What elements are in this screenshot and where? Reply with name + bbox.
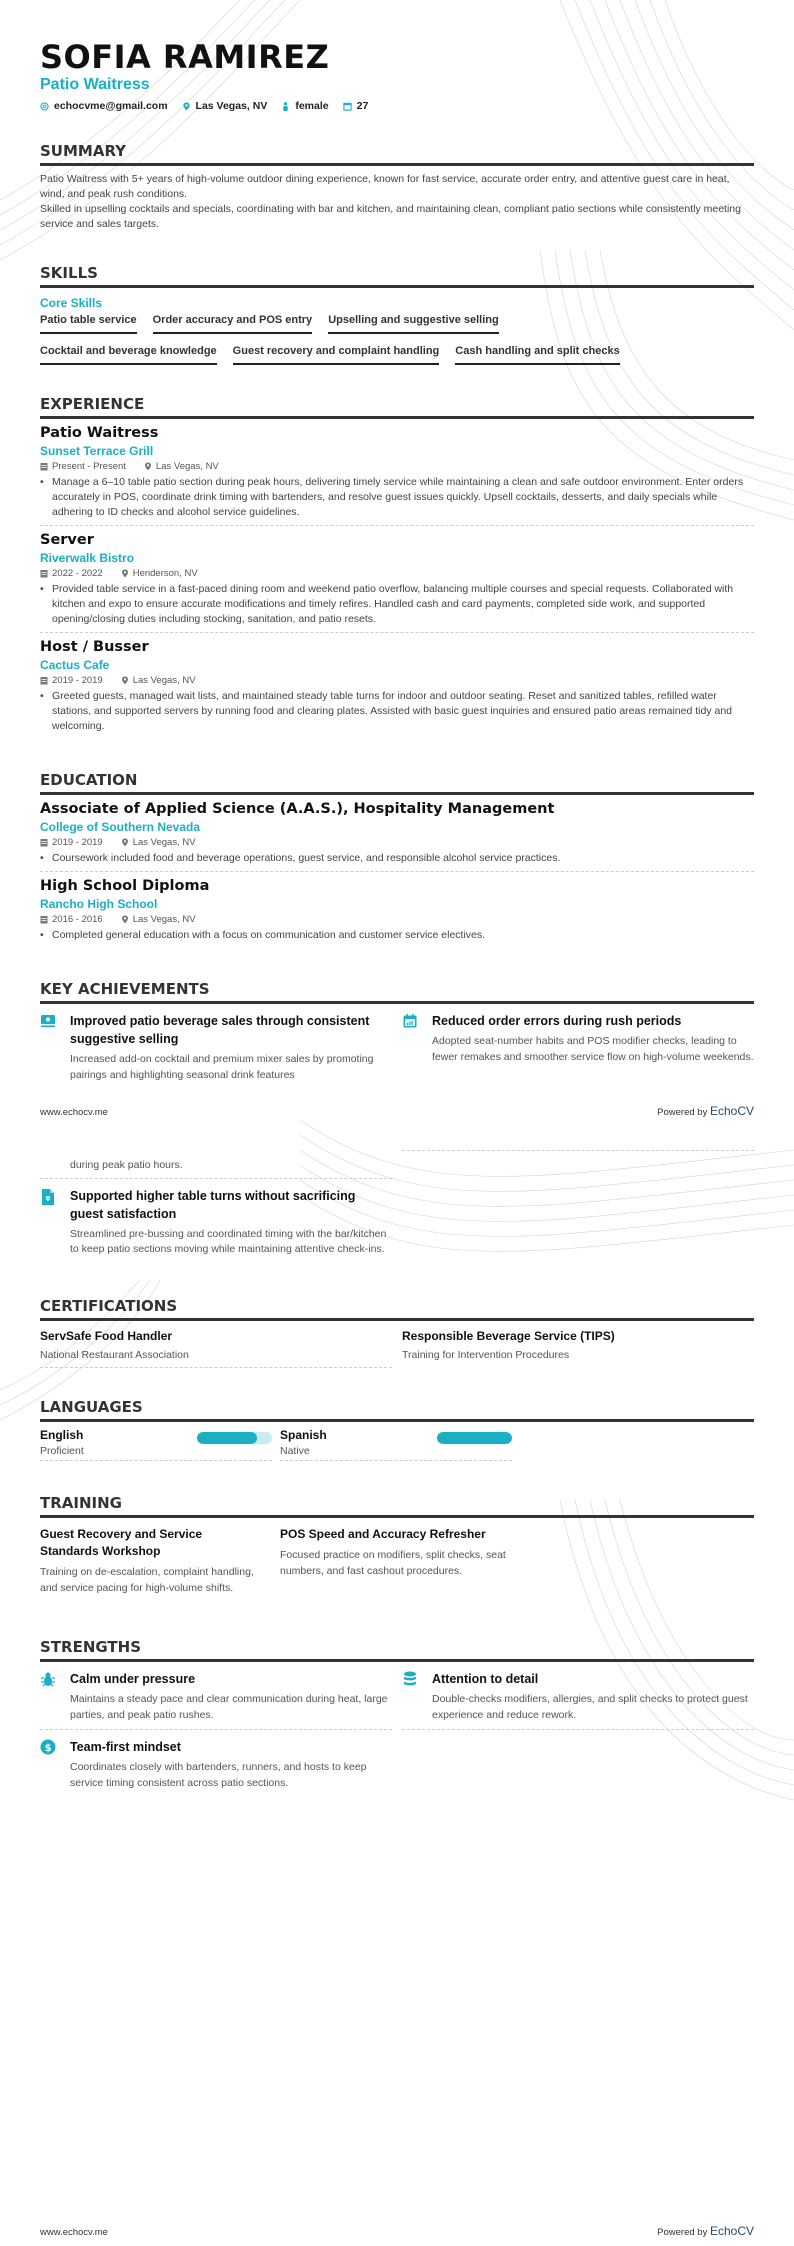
strength-desc: Double-checks modifiers, allergies, and split checks to protect guest experience and reduce rework. — [432, 1693, 748, 1721]
footer-powered-by: Powered by EchoCV — [657, 2224, 754, 2238]
education-location: Las Vegas, NV — [121, 914, 196, 925]
section-title-training: TRAINING — [40, 1494, 754, 1518]
section-title-skills: SKILLS — [40, 264, 754, 288]
contact-location: Las Vegas, NV — [182, 100, 268, 112]
degree: High School Diploma — [40, 878, 210, 894]
bug-icon — [40, 1671, 56, 1687]
achievement-desc: Streamlined pre-bussing and coordinated timing with the bar/kitchen to keep patio sections moving while maintaining attentive check-ins. — [70, 1227, 387, 1255]
school: College of Southern Nevada — [40, 820, 201, 834]
page-footer — [40, 2224, 754, 2238]
calendar-icon — [343, 102, 352, 111]
language-level: Native — [280, 1445, 310, 1457]
skills-row — [40, 345, 754, 365]
skill-tag: Patio table service — [40, 314, 137, 334]
section-title-summary: SUMMARY — [40, 142, 754, 166]
strength-title: Calm under pressure — [70, 1672, 196, 1686]
database-icon — [402, 1671, 418, 1687]
job-bullet: • Manage a 6–10 table patio section during peak hours, delivering timely service while maintaining a clean and safe outdoor environment. Enter orders accurately in POS, coordinate drink timing with bartenders, and resolve guest issues quickly. Upsell cocktails, desserts, and daily specials while adhering to ID checks and alcohol service guidelines. — [40, 476, 744, 518]
location-pin-icon — [121, 915, 129, 924]
job-location: Las Vegas, NV — [121, 675, 196, 686]
section-title-experience: EXPERIENCE — [40, 395, 754, 419]
training-title: POS Speed and Accuracy Refresher — [280, 1527, 486, 1541]
job-dates: 2022 - 2022 — [40, 568, 103, 579]
location-pin-icon — [144, 462, 152, 471]
job-company: Sunset Terrace Grill — [40, 444, 154, 458]
training-section — [40, 1494, 754, 1596]
location-pin-icon — [121, 838, 129, 847]
job-company: Riverwalk Bistro — [40, 551, 135, 565]
skill-tag: Upselling and suggestive selling — [328, 314, 499, 334]
calendar-icon — [40, 838, 48, 847]
language-name: English — [40, 1428, 84, 1442]
language-name: Spanish — [280, 1428, 327, 1442]
language-item — [280, 1422, 512, 1461]
section-title-languages: LANGUAGES — [40, 1398, 754, 1422]
degree: Associate of Applied Science (A.A.S.), Hospitality Management — [40, 801, 555, 817]
achievement-title: Reduced order errors during rush periods — [432, 1014, 682, 1028]
strengths-section — [40, 1638, 754, 1797]
achievement-item — [40, 1179, 392, 1264]
certification-name: ServSafe Food Handler — [40, 1329, 173, 1343]
svg-text:$: $ — [44, 1743, 52, 1754]
money-bill-icon — [40, 1013, 56, 1029]
certification-name: Responsible Beverage Service (TIPS) — [402, 1329, 615, 1343]
school: Rancho High School — [40, 897, 158, 911]
achievements-continued — [40, 1158, 754, 1264]
skills-row — [40, 314, 754, 334]
education-bullet: • Completed general education with a focus on communication and customer service electives. — [40, 929, 486, 941]
location-pin-icon — [121, 676, 129, 685]
achievement-title: Improved patio beverage sales through consistent suggestive selling — [70, 1014, 370, 1046]
section-title-strengths: STRENGTHS — [40, 1638, 754, 1662]
training-title: Guest Recovery and Service Standards Workshop — [40, 1527, 203, 1558]
experience-item — [40, 526, 754, 633]
education-item — [40, 795, 754, 872]
location-pin-icon — [121, 569, 129, 578]
footer-website[interactable]: www.echocv.me — [40, 1107, 108, 1118]
summary-paragraph: Patio Waitress with 5+ years of high-volume outdoor dining experience, known for fast service, accurate order entry, and attentive guest care in heat, wind, and peak rush conditions. — [40, 173, 730, 200]
strength-item — [402, 1662, 754, 1730]
job-bullet: • Provided table service in a fast-paced dining room and weekend patio overflow, balancing multiple courses and special requests. Collaborated with kitchen and expo to ensure accurate modifications and timely refires. Handled cash and card payments, completed side work, and supported opening/closing duties including stocking, sanitation, and patio resets. — [40, 583, 734, 625]
svg-text:¥: ¥ — [45, 1194, 51, 1203]
footer-brand[interactable]: EchoCV — [709, 1104, 754, 1118]
job-role: Host / Busser — [40, 639, 149, 655]
job-dates: 2019 - 2019 — [40, 675, 103, 686]
job-company: Cactus Cafe — [40, 658, 110, 672]
section-title-education: EDUCATION — [40, 771, 754, 795]
summary-section — [40, 142, 754, 232]
footer-powered-by: Powered by EchoCV — [657, 1104, 754, 1118]
achievement-item — [402, 1004, 754, 1089]
file-invoice-icon — [40, 1188, 56, 1206]
job-location: Las Vegas, NV — [144, 461, 219, 472]
language-item — [40, 1422, 272, 1461]
contact-age: 27 — [343, 100, 369, 112]
language-proficiency-bar — [437, 1432, 512, 1444]
person-icon — [281, 102, 290, 111]
summary-paragraph: Skilled in upselling cocktails and specials, coordinating with bar and kitchen, and maintaining clean, compliant patio sections while consistently meeting service and sales targets. — [40, 203, 741, 230]
strength-desc: Coordinates closely with bartenders, runners, and hosts to keep service timing consistent across patio sections. — [70, 1761, 367, 1789]
achievement-desc: Increased add-on cocktail and premium mixer sales by promoting pairings and highlighting seasonal drink features — [70, 1053, 374, 1081]
calendar-icon — [40, 569, 48, 578]
achievements-section — [40, 980, 754, 1089]
experience-item — [40, 419, 754, 526]
strength-item — [40, 1662, 392, 1730]
certification-item — [402, 1329, 754, 1368]
at-icon — [40, 102, 49, 111]
skills-section — [40, 264, 754, 365]
page-footer — [40, 1104, 754, 1118]
language-proficiency-bar — [197, 1432, 272, 1444]
education-item — [40, 872, 754, 948]
section-title-achievements: KEY ACHIEVEMENTS — [40, 980, 754, 1004]
education-bullet: • Coursework included food and beverage operations, guest service, and responsible alcohol service practices. — [40, 852, 561, 864]
calendar-icon — [40, 676, 48, 685]
certification-issuer: National Restaurant Association — [40, 1349, 189, 1361]
certification-issuer: Training for Intervention Procedures — [402, 1349, 570, 1361]
footer-website[interactable]: www.echocv.me — [40, 2227, 108, 2238]
achievement-item — [40, 1004, 392, 1089]
job-role: Patio Waitress — [40, 425, 159, 441]
job-location: Henderson, NV — [121, 568, 198, 579]
skill-tag: Cash handling and split checks — [455, 345, 619, 365]
job-bullet: • Greeted guests, managed wait lists, and maintained steady table turns for indoor and outdoor seating. Reset and sanitized tables, refilled water stations, and supported servers by running food and clearing plates. Assisted with basic guest inquiries and ensured patio areas remained tidy and welcoming. — [40, 690, 732, 732]
footer-brand[interactable]: EchoCV — [709, 2224, 754, 2238]
strength-title: Team-first mindset — [70, 1740, 181, 1754]
training-item — [280, 1526, 520, 1596]
calendar-icon — [40, 462, 48, 471]
location-pin-icon — [182, 102, 191, 111]
contact-gender: female — [281, 100, 328, 112]
contact-email[interactable]: echocvme@gmail.com — [40, 100, 168, 112]
dollar-circle-icon — [40, 1739, 56, 1755]
experience-section — [40, 395, 754, 739]
job-role: Server — [40, 532, 94, 548]
achievement-desc-continued: during peak patio hours. — [70, 1159, 183, 1171]
strength-title: Attention to detail — [432, 1672, 539, 1686]
education-location: Las Vegas, NV — [121, 837, 196, 848]
job-dates: Present - Present — [40, 461, 126, 472]
certification-item — [40, 1329, 392, 1368]
section-title-certifications: CERTIFICATIONS — [40, 1297, 754, 1321]
candidate-headline: Patio Waitress — [40, 76, 150, 93]
training-desc: Training on de-escalation, complaint handling, and service pacing for high-volume shifts. — [40, 1566, 254, 1594]
language-level: Proficient — [40, 1445, 84, 1457]
skill-tag: Order accuracy and POS entry — [153, 314, 313, 334]
strength-desc: Maintains a steady pace and clear communication during heat, large parties, and peak patio rushes. — [70, 1693, 388, 1721]
training-desc: Focused practice on modifiers, split checks, seat numbers, and fast cashout procedures. — [280, 1549, 506, 1577]
skill-tag: Cocktail and beverage knowledge — [40, 345, 217, 365]
contact-row — [40, 100, 368, 112]
education-dates: 2019 - 2019 — [40, 837, 103, 848]
education-section — [40, 771, 754, 948]
calendar-icon — [40, 915, 48, 924]
skill-tag: Guest recovery and complaint handling — [233, 345, 440, 365]
languages-section — [40, 1398, 754, 1461]
achievement-title: Supported higher table turns without sacrificing guest satisfaction — [70, 1188, 356, 1221]
skills-group-title: Core Skills — [40, 296, 103, 310]
experience-item — [40, 633, 754, 739]
strength-item — [40, 1730, 392, 1797]
calendar-chart-icon — [402, 1013, 418, 1029]
candidate-name: SOFIA RAMIREZ — [40, 38, 330, 76]
certifications-section — [40, 1297, 754, 1368]
achievement-desc: Adopted seat-number habits and POS modifier checks, leading to fewer remakes and smoother service flow on high-volume weekends. — [432, 1035, 754, 1063]
training-item — [40, 1526, 260, 1596]
education-dates: 2016 - 2016 — [40, 914, 103, 925]
